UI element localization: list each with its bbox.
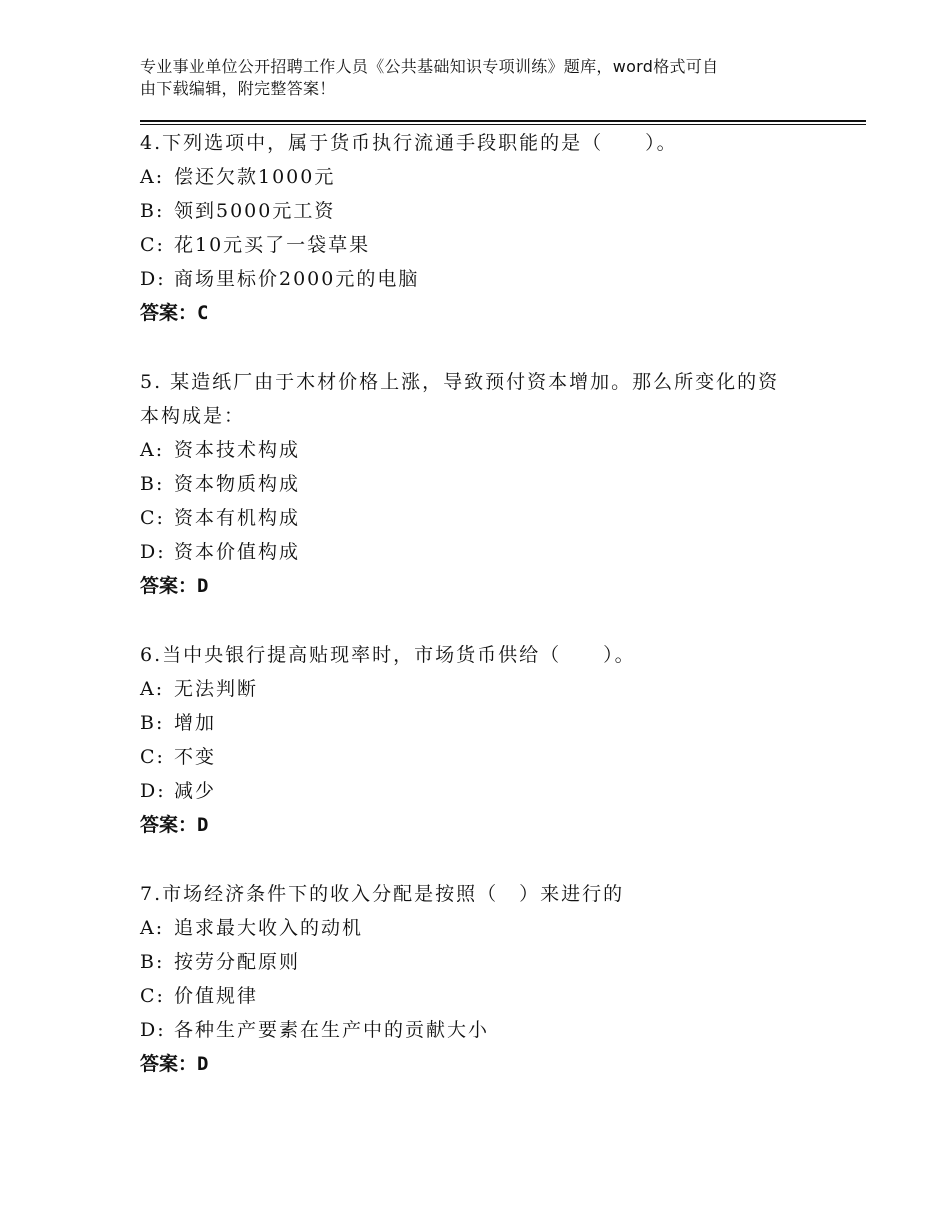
option-text: 减少: [174, 780, 217, 802]
option-text: 资本有机构成: [174, 507, 301, 529]
option-letter: C:: [140, 985, 165, 1007]
option-a: [140, 433, 820, 467]
option-text: 商场里标价2000元的电脑: [174, 268, 420, 290]
option-letter: D:: [140, 780, 166, 802]
option-text: 资本价值构成: [174, 541, 301, 563]
option-letter: B:: [140, 712, 165, 734]
option-b: [140, 706, 820, 740]
option-a: [140, 672, 820, 706]
option-letter: A:: [140, 439, 165, 461]
option-c: [140, 501, 820, 535]
option-b: [140, 467, 820, 501]
option-letter: C:: [140, 507, 165, 529]
question-title: 6.当中央银行提高贴现率时，市场货币供给（ ）。: [140, 644, 636, 666]
option-letter: B:: [140, 951, 165, 973]
header-line-2: 由下载编辑，附完整答案！: [140, 79, 336, 98]
option-d: [140, 262, 820, 296]
question-title: 4.下列选项中，属于货币执行流通手段职能的是（ ）。: [140, 132, 678, 154]
option-letter: D:: [140, 1019, 166, 1041]
option-text: 价值规律: [174, 985, 259, 1007]
answer-label: 答案：D: [140, 1053, 209, 1075]
question-5: [140, 365, 820, 603]
option-c: [140, 979, 820, 1013]
option-text: 资本技术构成: [174, 439, 301, 461]
answer-label: 答案：D: [140, 814, 209, 836]
option-text: 资本物质构成: [174, 473, 301, 495]
header-line-1: 专业事业单位公开招聘工作人员《公共基础知识专项训练》题库，word格式可自: [140, 57, 719, 76]
question-7: [140, 877, 820, 1081]
option-letter: D:: [140, 268, 166, 290]
option-d: [140, 535, 820, 569]
option-letter: B:: [140, 473, 165, 495]
option-text: 花10元买了一袋草果: [174, 234, 371, 256]
answer-label: 答案：D: [140, 575, 209, 597]
option-text: 各种生产要素在生产中的贡献大小: [174, 1019, 490, 1041]
option-text: 按劳分配原则: [174, 951, 301, 973]
option-text: 不变: [174, 746, 217, 768]
option-a: [140, 911, 820, 945]
option-c: [140, 740, 820, 774]
question-6: [140, 638, 820, 842]
option-b: [140, 945, 820, 979]
option-letter: B:: [140, 200, 165, 222]
option-letter: A:: [140, 917, 165, 939]
option-text: 无法判断: [174, 678, 259, 700]
option-text: 增加: [174, 712, 217, 734]
option-text: 偿还欠款1000元: [174, 166, 336, 188]
option-letter: D:: [140, 541, 166, 563]
question-title: 7.市场经济条件下的收入分配是按照（ ）来进行的: [140, 883, 625, 905]
document-header: [140, 56, 820, 100]
question-title: 5. 某造纸厂由于木材价格上涨，导致预付资本增加。那么所变化的资: [140, 371, 780, 393]
option-letter: C:: [140, 746, 165, 768]
option-b: [140, 194, 820, 228]
answer-label: 答案：C: [140, 302, 209, 324]
option-a: [140, 160, 820, 194]
question-title-continued: 本构成是：: [140, 405, 246, 427]
option-d: [140, 774, 820, 808]
option-text: 追求最大收入的动机: [174, 917, 364, 939]
option-letter: C:: [140, 234, 165, 256]
option-text: 领到5000元工资: [174, 200, 336, 222]
header-divider-thin: [140, 124, 866, 125]
question-4: [140, 126, 820, 330]
option-d: [140, 1013, 820, 1047]
header-divider-thick: [140, 120, 866, 122]
option-c: [140, 228, 820, 262]
option-letter: A:: [140, 678, 165, 700]
option-letter: A:: [140, 166, 165, 188]
